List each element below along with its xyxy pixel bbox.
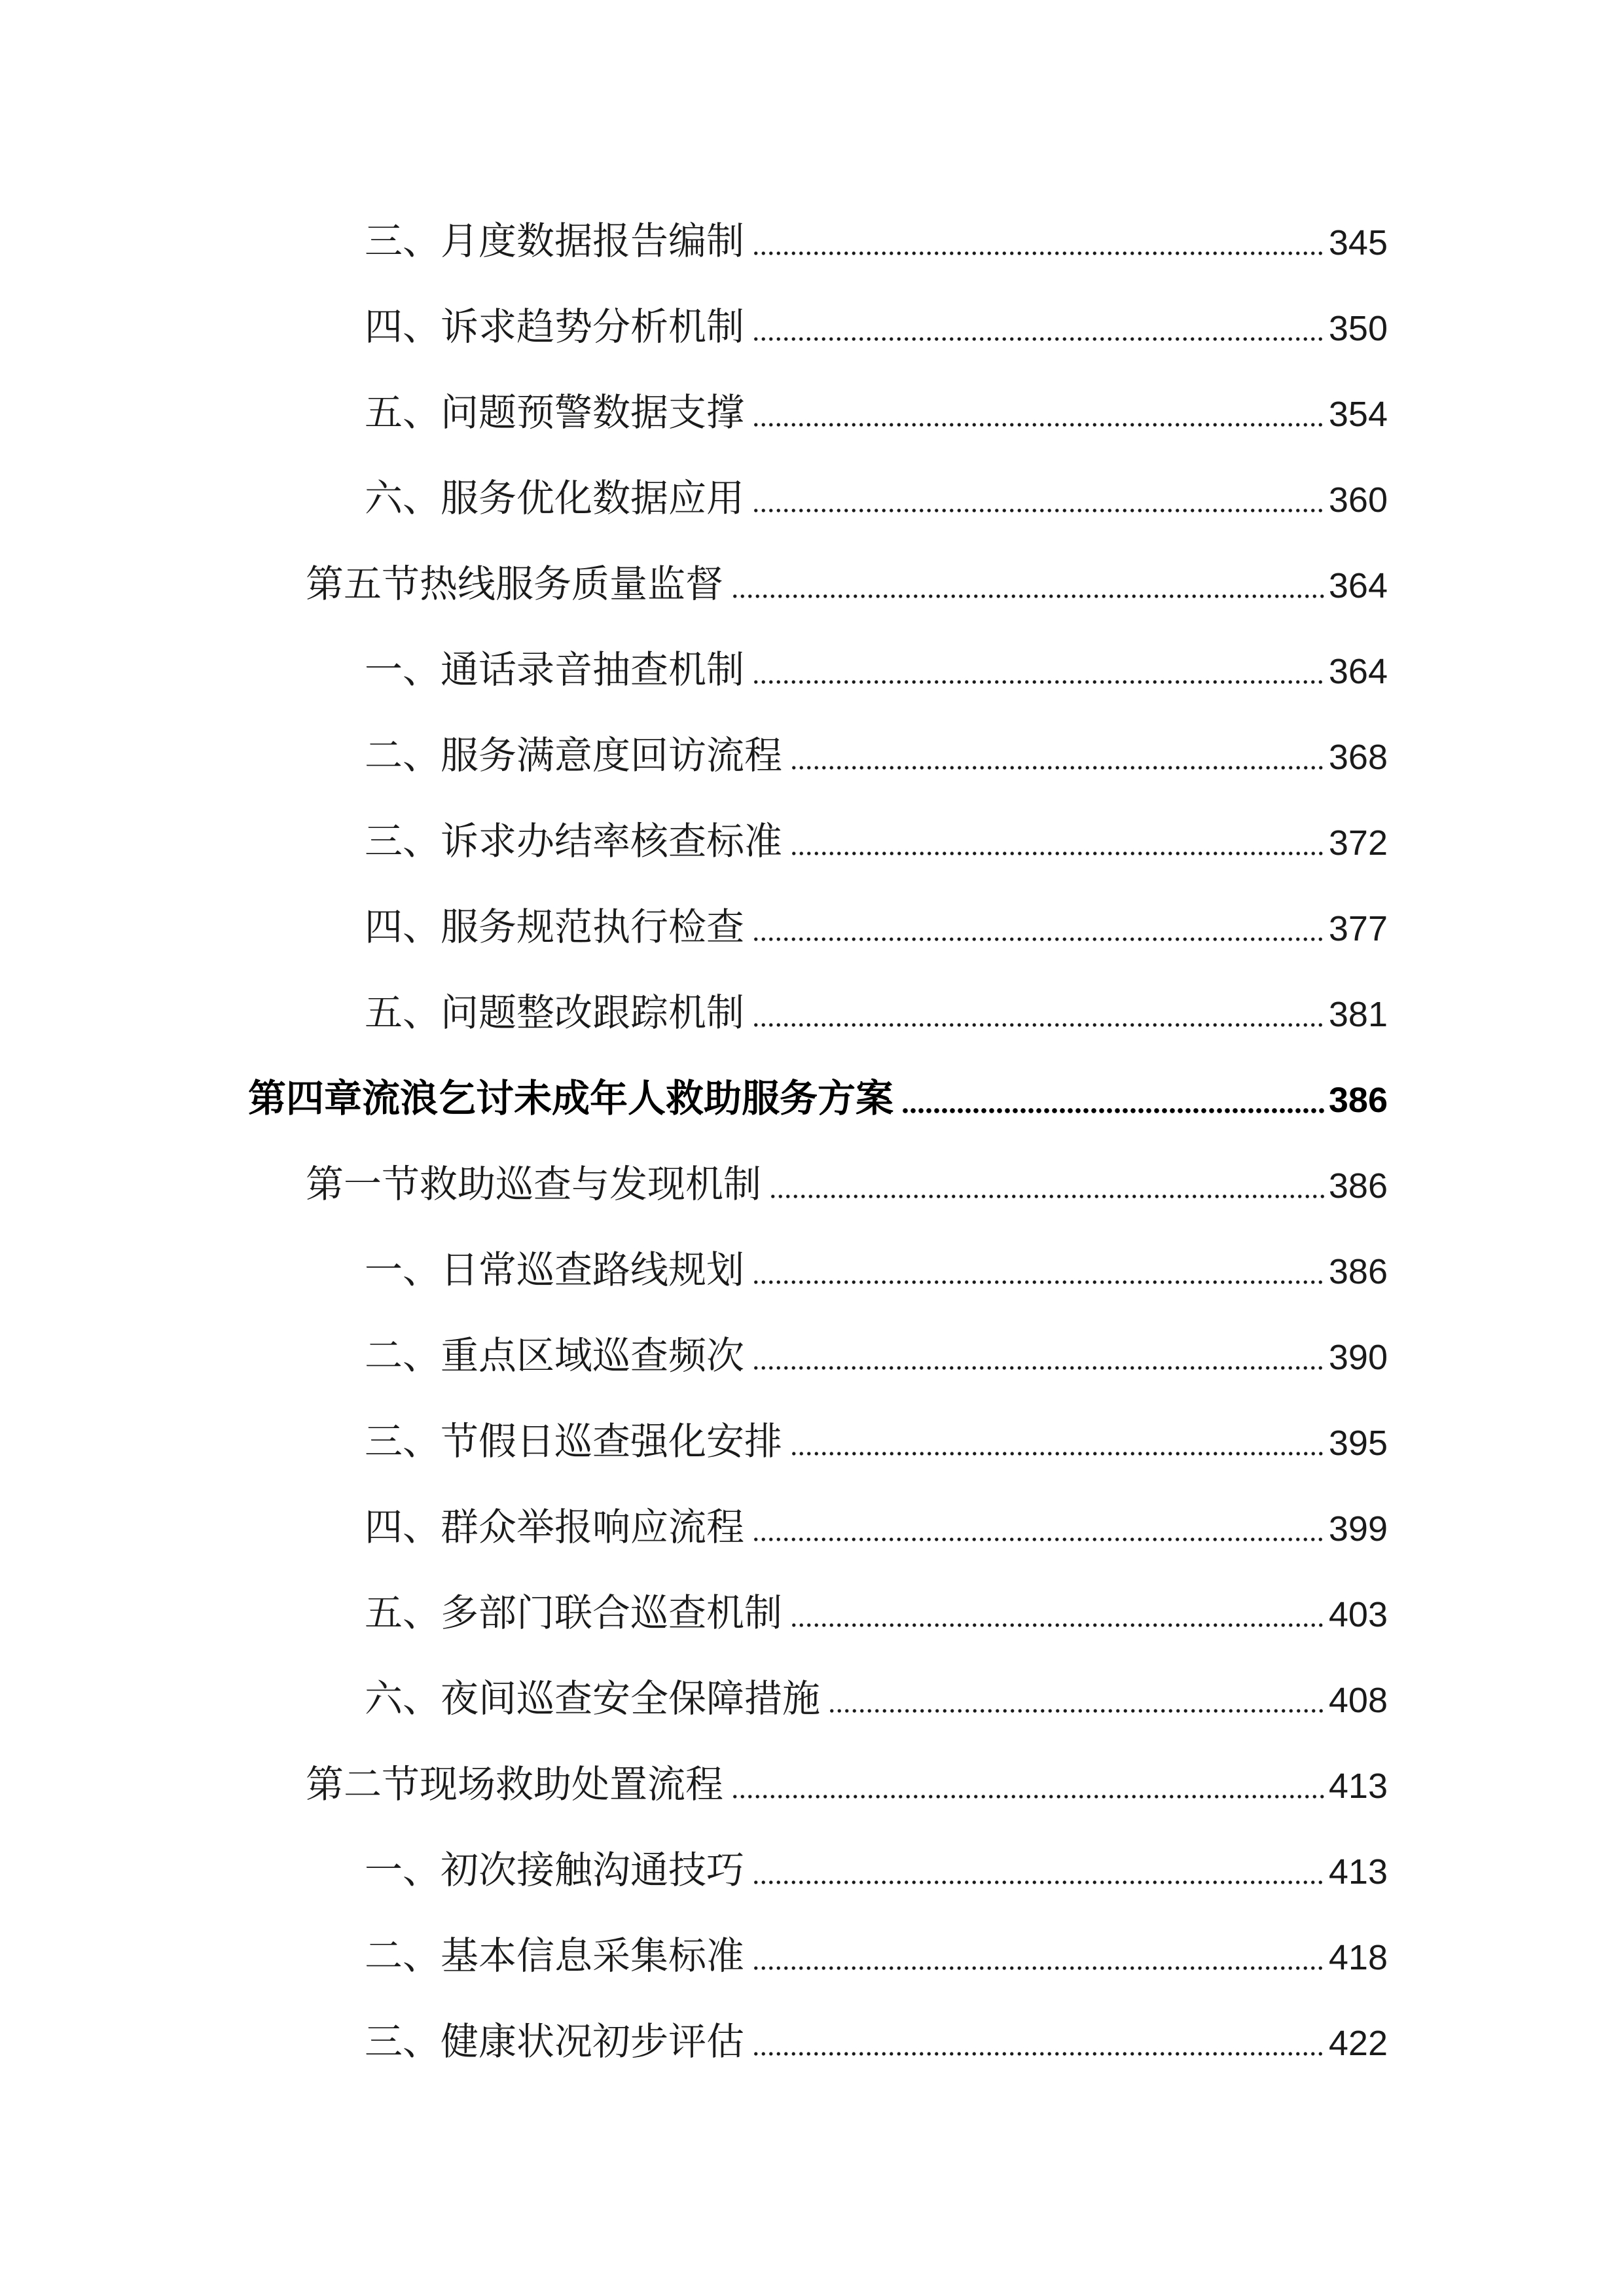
toc-entry xyxy=(0,1655,1624,1741)
toc-entry xyxy=(0,1398,1624,1484)
toc-leader-dots xyxy=(752,936,1325,942)
toc-entry xyxy=(0,1570,1624,1655)
toc-entry xyxy=(0,1912,1624,1998)
toc-page-number: 422 xyxy=(1328,2023,1388,2063)
toc-section-entry xyxy=(0,541,1624,626)
toc-leader-dots xyxy=(828,1708,1325,1714)
toc-entry xyxy=(0,283,1624,369)
toc-chapter-title: 第四章流浪乞讨未成年人救助服务方案 xyxy=(248,1075,894,1121)
toc-leader-dots xyxy=(752,336,1325,342)
toc-entry xyxy=(0,1227,1624,1312)
toc-entry xyxy=(0,369,1624,455)
toc-entry xyxy=(0,1998,1624,2084)
toc-page-number: 372 xyxy=(1328,823,1388,863)
toc-leader-dots xyxy=(790,1622,1325,1628)
toc-page-number: 377 xyxy=(1328,908,1388,948)
toc-leader-dots xyxy=(731,1793,1325,1800)
toc-leader-dots xyxy=(752,1365,1325,1371)
toc-page-number: 364 xyxy=(1328,565,1388,605)
toc-entry xyxy=(0,712,1624,798)
toc-section-entry xyxy=(0,1741,1624,1827)
toc-leader-dots xyxy=(752,1879,1325,1886)
toc-page-number: 395 xyxy=(1328,1423,1388,1463)
toc-page-number: 403 xyxy=(1328,1594,1388,1634)
toc-page-number: 345 xyxy=(1328,223,1388,262)
toc-entry-title: 二、基本信息采集标准 xyxy=(365,1933,745,1978)
toc-page-number: 413 xyxy=(1328,1766,1388,1806)
toc-entry-title: 三、诉求办结率核查标准 xyxy=(365,818,783,863)
toc-entry-title: 五、多部门联合巡查机制 xyxy=(365,1590,783,1635)
toc-entry-title: 四、诉求趋势分析机制 xyxy=(365,304,745,349)
toc-page-number: 413 xyxy=(1328,1852,1388,1892)
toc-page-number: 386 xyxy=(1328,1080,1388,1120)
toc-entry xyxy=(0,1312,1624,1398)
toc-page-number: 399 xyxy=(1328,1509,1388,1549)
toc-page-number: 364 xyxy=(1328,651,1388,691)
toc-entry-title: 六、服务优化数据应用 xyxy=(365,475,745,520)
toc-leader-dots xyxy=(731,593,1325,600)
toc-leader-dots xyxy=(752,507,1325,514)
toc-entry-title: 一、初次接触沟通技巧 xyxy=(365,1847,745,1892)
toc-section-title: 第二节现场救助处置流程 xyxy=(306,1761,724,1806)
toc-page-number: 386 xyxy=(1328,1251,1388,1291)
toc-entry-title: 一、日常巡查路线规划 xyxy=(365,1247,745,1292)
toc-page-number: 350 xyxy=(1328,308,1388,348)
toc-entry-title: 三、月度数据报告编制 xyxy=(365,218,745,263)
toc-entry xyxy=(0,198,1624,283)
toc-page-number: 368 xyxy=(1328,737,1388,777)
toc-entry-title: 二、重点区域巡查频次 xyxy=(365,1333,745,1378)
toc-entry xyxy=(0,455,1624,541)
toc-entry-title: 四、服务规范执行检查 xyxy=(365,904,745,949)
toc-entry-title: 五、问题预警数据支撑 xyxy=(365,389,745,435)
toc-entry-title: 一、通话录音抽查机制 xyxy=(365,647,745,692)
toc-leader-dots xyxy=(790,850,1325,857)
toc-leader-dots xyxy=(752,422,1325,428)
toc-section-title: 第五节热线服务质量监督 xyxy=(306,561,724,606)
table-of-contents xyxy=(0,198,1624,2084)
toc-entry xyxy=(0,884,1624,969)
toc-leader-dots xyxy=(752,1536,1325,1543)
toc-entry xyxy=(0,969,1624,1055)
toc-entry xyxy=(0,1484,1624,1570)
toc-page-number: 386 xyxy=(1328,1166,1388,1206)
toc-leader-dots xyxy=(752,1965,1325,1971)
toc-entry-title: 三、节假日巡查强化安排 xyxy=(365,1418,783,1463)
toc-page-number: 354 xyxy=(1328,394,1388,434)
toc-page-number: 418 xyxy=(1328,1937,1388,1977)
toc-leader-dots xyxy=(752,1022,1325,1028)
toc-page-number: 381 xyxy=(1328,994,1388,1034)
toc-page-number: 390 xyxy=(1328,1337,1388,1377)
toc-leader-dots xyxy=(752,2051,1325,2057)
toc-section-entry xyxy=(0,1141,1624,1227)
toc-page-number: 408 xyxy=(1328,1680,1388,1720)
toc-leader-dots xyxy=(752,679,1325,685)
toc-entry xyxy=(0,626,1624,712)
toc-section-title: 第一节救助巡查与发现机制 xyxy=(306,1161,762,1206)
toc-entry xyxy=(0,798,1624,884)
toc-entry xyxy=(0,1827,1624,1912)
toc-entry-title: 二、服务满意度回访流程 xyxy=(365,732,783,778)
toc-page-number: 360 xyxy=(1328,480,1388,520)
toc-chapter-entry xyxy=(0,1055,1624,1141)
toc-entry-title: 三、健康状况初步评估 xyxy=(365,2018,745,2064)
toc-entry-title: 六、夜间巡查安全保障措施 xyxy=(365,1676,821,1721)
toc-leader-dots xyxy=(790,1450,1325,1457)
toc-leader-dots xyxy=(790,764,1325,771)
toc-leader-dots xyxy=(752,250,1325,257)
toc-leader-dots xyxy=(752,1279,1325,1285)
toc-leader-dots xyxy=(901,1107,1325,1114)
toc-leader-dots xyxy=(769,1193,1325,1200)
toc-entry-title: 四、群众举报响应流程 xyxy=(365,1504,745,1549)
toc-entry-title: 五、问题整改跟踪机制 xyxy=(365,990,745,1035)
